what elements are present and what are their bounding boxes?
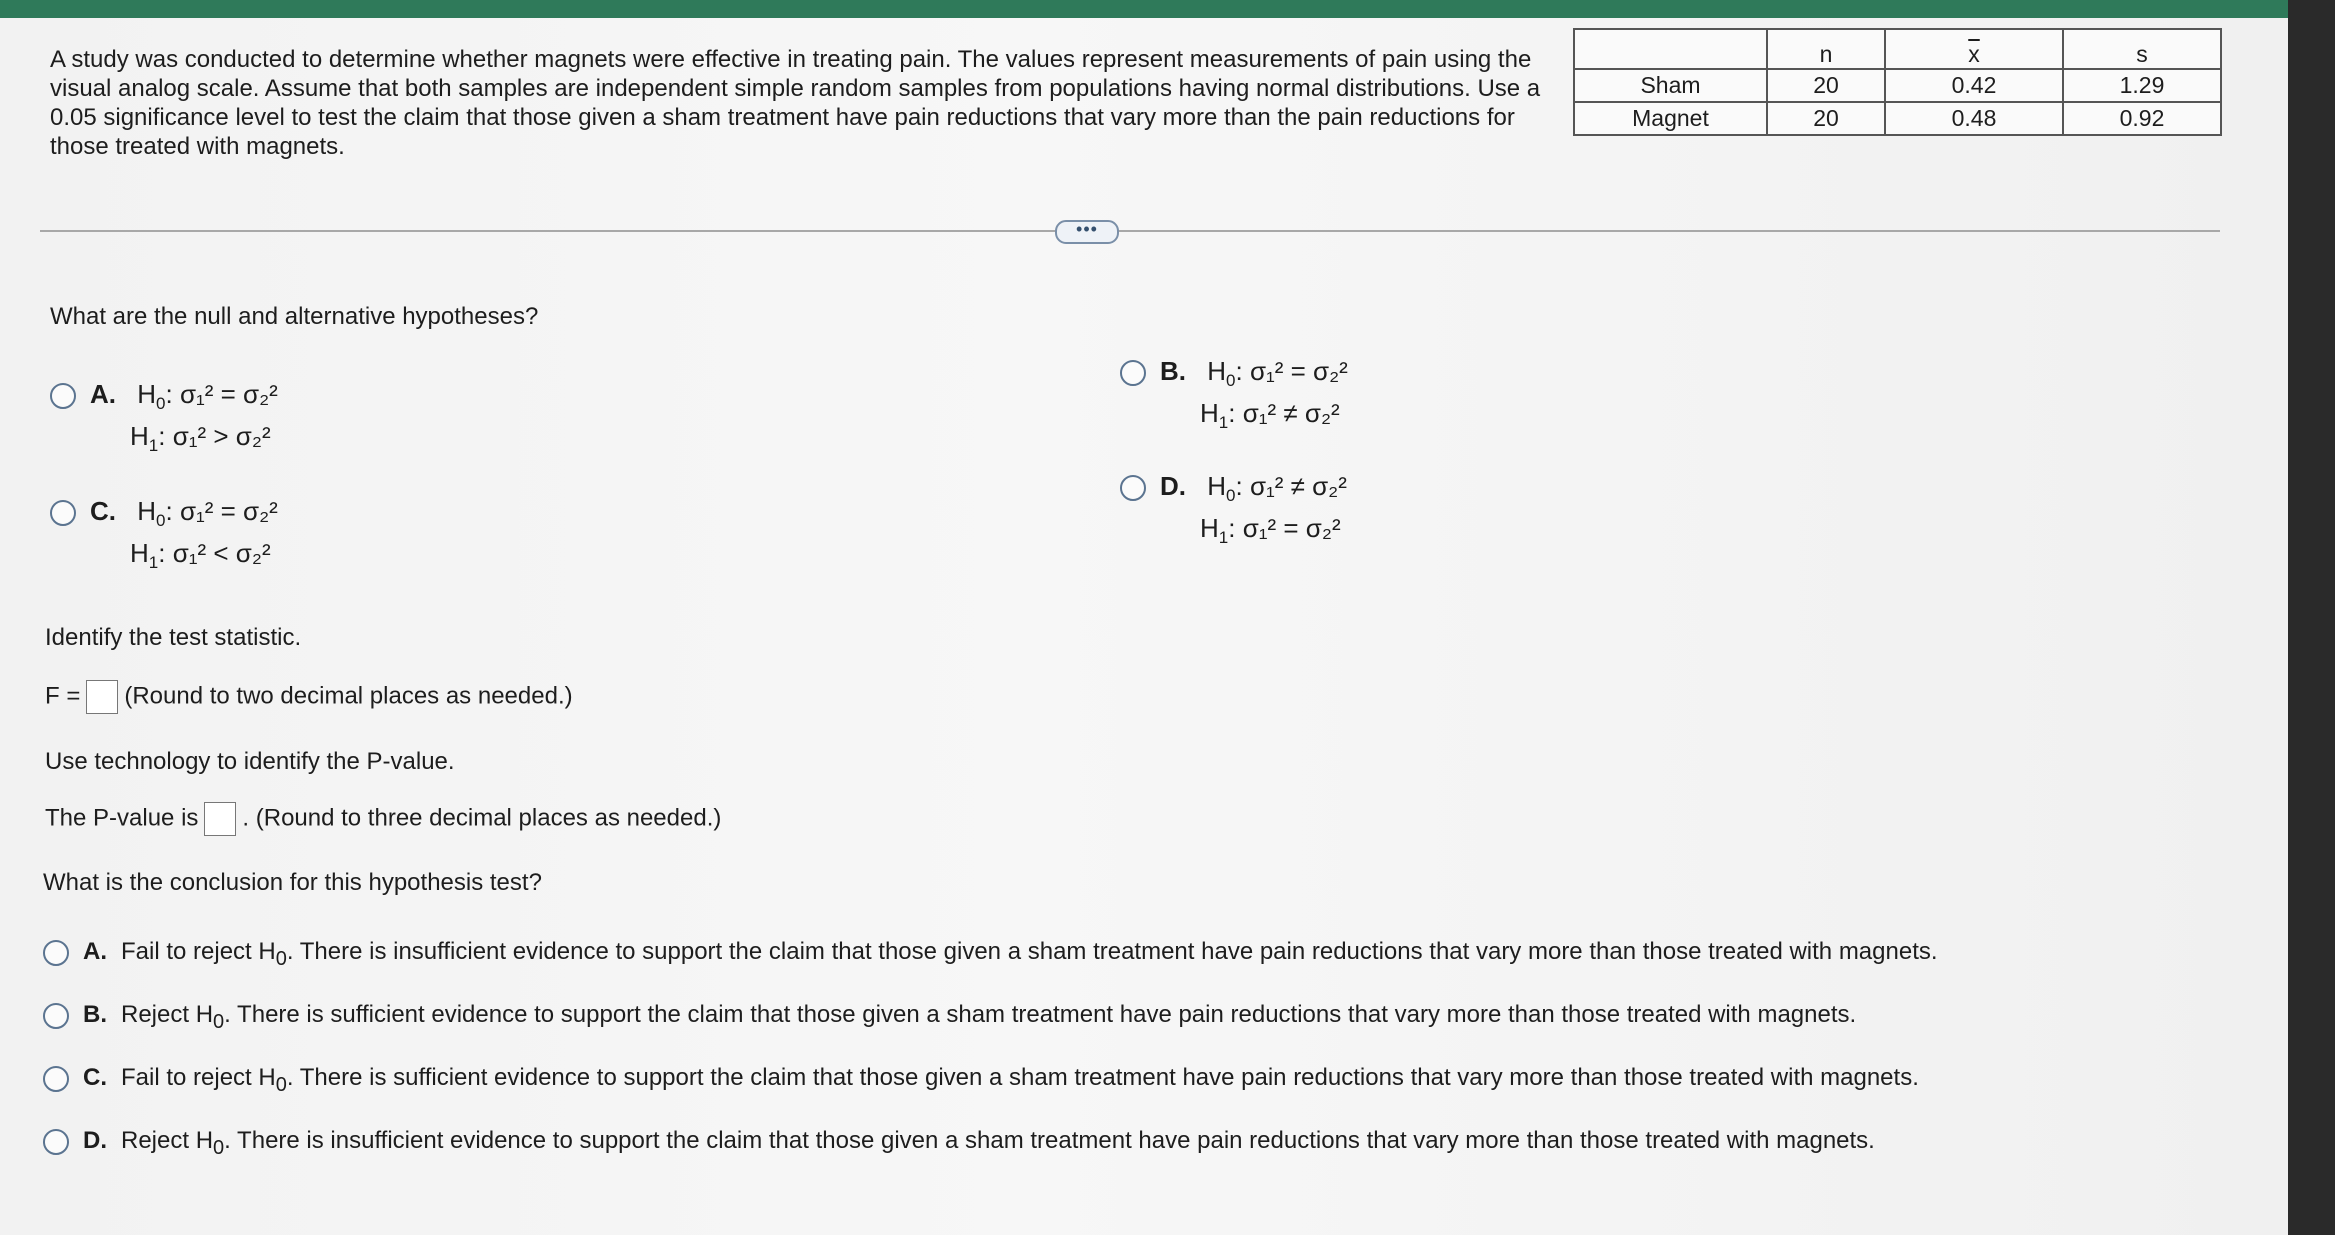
- round-hint: (Round to two decimal places as needed.): [124, 682, 573, 710]
- cell-n: 20: [1767, 102, 1885, 135]
- radio-button[interactable]: [43, 1066, 69, 1092]
- option-letter: D.: [1160, 471, 1186, 501]
- cell-s: 1.29: [2063, 69, 2221, 102]
- radio-button[interactable]: [1120, 360, 1146, 386]
- radio-button[interactable]: [1120, 475, 1146, 501]
- h1-expression: σ₁² < σ₂²: [172, 538, 271, 569]
- table-row: [1574, 69, 2221, 102]
- h1-expression: σ₁² > σ₂²: [172, 421, 271, 452]
- option-letter: B.: [83, 1001, 107, 1028]
- conclusion-option-d[interactable]: D. Reject $H_0$. There is insufficient evidence to support the claim that those given a sham treatment have pain reductions that vary more than those treated with magnets.: [43, 1127, 1875, 1160]
- more-button[interactable]: •••: [1055, 220, 1119, 244]
- h0-label: $H_0$:: [137, 496, 180, 531]
- h1-expression: σ₁² = σ₂²: [1242, 513, 1341, 544]
- f-label: F =: [45, 682, 81, 710]
- test-statistic-question: Identify the test statistic.: [45, 624, 302, 651]
- table-row: [1574, 102, 2221, 135]
- h0-label: $H_0$:: [137, 379, 180, 414]
- table-corner: [1574, 29, 1767, 69]
- option-text: . There is insufficient evidence to support the claim that those given a sham treatment have pain reductions that vary more than those treated with magnets.: [286, 938, 1938, 965]
- hypothesis-option-d[interactable]: [1120, 470, 1347, 554]
- option-pre: Reject H: [121, 1001, 214, 1028]
- h0-expression: σ₁² ≠ σ₂²: [1249, 471, 1347, 501]
- radio-button[interactable]: [50, 383, 76, 409]
- option-letter: C.: [90, 496, 116, 526]
- h1-expression: σ₁² ≠ σ₂²: [1242, 398, 1340, 429]
- h0-label: $H_0$:: [1207, 471, 1250, 506]
- header-x-label: $\overline{x}$: [1968, 41, 1980, 67]
- header-s: s: [2063, 29, 2221, 69]
- option-text: . There is sufficient evidence to support the claim that those given a sham treatment have pain reductions that vary more than those treated with magnets.: [224, 1001, 1857, 1028]
- f-input[interactable]: [86, 680, 118, 714]
- option-pre: Reject H: [121, 1127, 214, 1154]
- option-letter: C.: [83, 1064, 107, 1091]
- header-x: [1885, 29, 2063, 69]
- h1-label: $H_1$:: [130, 421, 173, 456]
- radio-button[interactable]: [43, 1003, 69, 1029]
- h1-label: $H_1$:: [1200, 513, 1243, 548]
- option-pre: Fail to reject H: [121, 1064, 276, 1091]
- p-value-input[interactable]: [204, 802, 236, 836]
- p-value-label: The P-value is: [45, 804, 199, 832]
- hypothesis-option-b[interactable]: [1120, 355, 1348, 439]
- option-letter: A.: [83, 938, 107, 965]
- option-letter: A.: [90, 379, 116, 409]
- header-n: n: [1767, 29, 1885, 69]
- radio-button[interactable]: [50, 500, 76, 526]
- round-hint: . (Round to three decimal places as needed.): [242, 804, 722, 832]
- screen-edge: [2288, 0, 2335, 1235]
- cell-x: 0.48: [1885, 102, 2063, 135]
- p-value-answer: [45, 802, 721, 836]
- option-letter: D.: [83, 1127, 107, 1154]
- h0-expression: σ₁² = σ₂²: [1249, 356, 1348, 386]
- h0-expression: σ₁² = σ₂²: [179, 496, 278, 526]
- conclusion-option-b[interactable]: B. Reject $H_0$. There is sufficient evidence to support the claim that those given a sham treatment have pain reductions that vary more than those treated with magnets.: [43, 1001, 1856, 1034]
- hypothesis-option-c[interactable]: [50, 495, 278, 579]
- cell-s: 0.92: [2063, 102, 2221, 135]
- option-text: . There is sufficient evidence to support the claim that those given a sham treatment have pain reductions that vary more than those treated with magnets.: [286, 1064, 1919, 1091]
- option-pre: Fail to reject H: [121, 938, 276, 965]
- radio-button[interactable]: [43, 940, 69, 966]
- conclusion-question: What is the conclusion for this hypothesis test?: [43, 869, 542, 896]
- conclusion-option-a[interactable]: A. Fail to reject $H_0$. There is insufficient evidence to support the claim that those given a sham treatment have pain reductions that vary more than those treated with magnets.: [43, 938, 1938, 971]
- h0-expression: σ₁² = σ₂²: [179, 379, 278, 409]
- question-page: [0, 18, 2290, 1235]
- hypothesis-option-a[interactable]: [50, 378, 278, 462]
- hypotheses-question: What are the null and alternative hypotheses?: [50, 303, 539, 330]
- cell-n: 20: [1767, 69, 1885, 102]
- table-header-row: [1574, 29, 2221, 69]
- data-table: [1573, 28, 2222, 136]
- p-value-question: Use technology to identify the P-value.: [45, 748, 455, 775]
- cell-x: 0.42: [1885, 69, 2063, 102]
- h1-label: $H_1$:: [130, 538, 173, 573]
- h1-label: $H_1$:: [1200, 398, 1243, 433]
- problem-statement: A study was conducted to determine whether magnets were effective in treating pain. The values represent measurements of pain using the visual analog scale. Assume that both samples are independent simple random samples from populations having normal distributions. Use a 0.05 significance level to test the claim that those given a sham treatment have pain reductions that vary more than the pain reductions for those treated with magnets.: [50, 46, 1541, 160]
- option-letter: B.: [1160, 356, 1186, 386]
- conclusion-option-c[interactable]: C. Fail to reject $H_0$. There is sufficient evidence to support the claim that those given a sham treatment have pain reductions that vary more than those treated with magnets.: [43, 1064, 1919, 1097]
- test-statistic-answer: [45, 680, 573, 714]
- row-label: Magnet: [1574, 102, 1767, 135]
- h0-label: $H_0$:: [1207, 356, 1250, 391]
- section-divider: [40, 230, 2220, 232]
- option-text: . There is insufficient evidence to support the claim that those given a sham treatment have pain reductions that vary more than those treated with magnets.: [224, 1127, 1875, 1154]
- row-label: Sham: [1574, 69, 1767, 102]
- radio-button[interactable]: [43, 1129, 69, 1155]
